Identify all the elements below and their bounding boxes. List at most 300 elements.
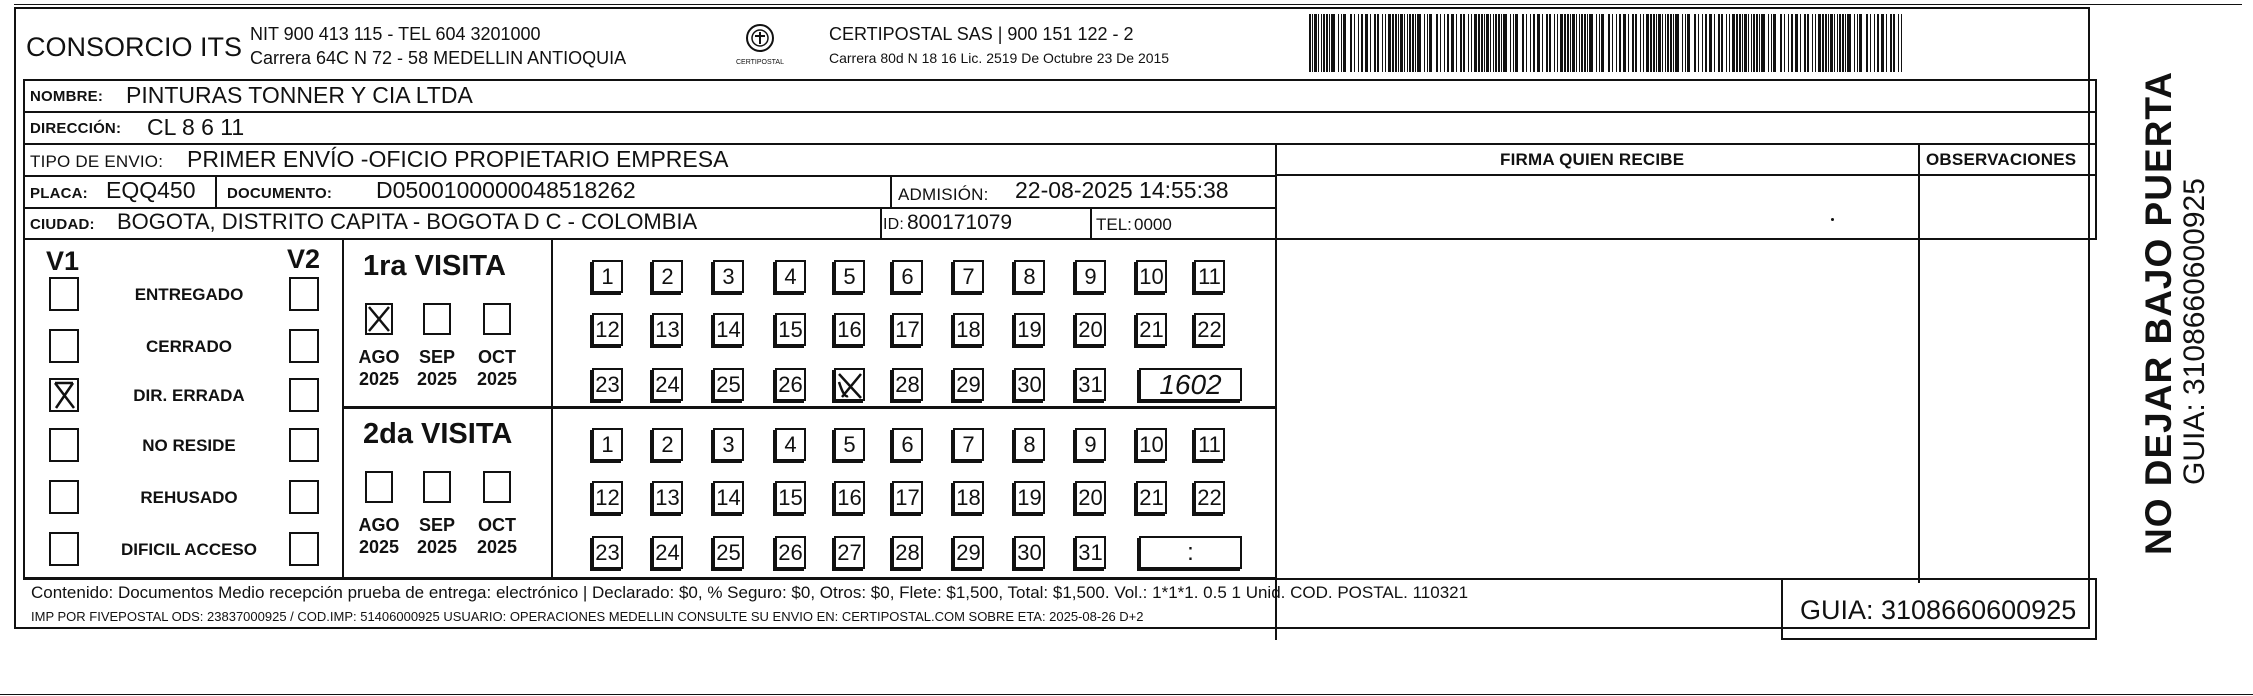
day-number: 10 [1139, 264, 1164, 289]
month-name: SEP [418, 515, 456, 535]
no-dejar-bajo-puerta: NO DEJAR BAJO PUERTA [2138, 71, 2179, 555]
day-number: 29 [956, 372, 981, 397]
footer-line2: IMP POR FIVEPOSTAL ODS: 23837000925 / COD.IMP: 51406000925 USUARIO: OPERACIONES MEDELLIN CONSULTE SU ENVIO EN: CERTIPOSTAL.COM SOBRE ETA: 2025-08-26 D+2 [31, 609, 1144, 624]
barcode-bar [1493, 14, 1494, 72]
barcode-bar [1788, 14, 1789, 72]
x-mark-icon [367, 305, 391, 333]
day-number: 26 [778, 372, 803, 397]
day-number: 22 [1197, 485, 1222, 510]
barcode-bar [1667, 14, 1669, 72]
barcode-bar [1612, 14, 1613, 72]
barcode-bar [1784, 14, 1785, 72]
month-checkbox[interactable] [365, 471, 393, 503]
day-box[interactable] [1014, 428, 1045, 461]
day-box[interactable] [652, 313, 683, 346]
barcode-bar [1881, 14, 1884, 72]
month-checkbox[interactable] [365, 303, 393, 335]
day-box[interactable] [1194, 260, 1225, 293]
logo-icon [728, 22, 792, 68]
barcode-bar [1572, 14, 1575, 72]
barcode-bar [1584, 14, 1586, 72]
day-box[interactable] [1014, 536, 1045, 569]
time-box[interactable]: 1602 [1139, 368, 1242, 401]
v2-checkbox[interactable] [289, 277, 319, 311]
day-box[interactable] [652, 481, 683, 514]
barcode-bar [1374, 14, 1376, 72]
day-box[interactable] [1136, 428, 1167, 461]
barcode-bar [1768, 14, 1769, 72]
barcode-bar [1526, 14, 1527, 72]
barcode-bar [1395, 14, 1397, 72]
company-address: Carrera 64C N 72 - 58 MEDELLIN ANTIOQUIA [250, 48, 627, 68]
barcode-bar [1619, 14, 1621, 72]
barcode-bar [1522, 14, 1524, 72]
barcode-bar [1886, 14, 1887, 72]
v1-checkbox[interactable] [49, 329, 79, 363]
barcode-bar [1673, 14, 1674, 72]
day-number: 13 [655, 485, 680, 510]
barcode-bar [1791, 14, 1793, 72]
day-number: 15 [778, 485, 803, 510]
month-year: 2025 [358, 369, 400, 389]
barcode-bar [1560, 14, 1563, 72]
day-number: 11 [1198, 432, 1221, 457]
day-number: 6 [901, 432, 914, 457]
barcode-bar [1628, 14, 1629, 72]
day-box[interactable] [1075, 481, 1106, 514]
ciudad-value: BOGOTA, DISTRITO CAPITA - BOGOTA D C - COLOMBIA [117, 209, 698, 234]
barcode-bar [1407, 14, 1408, 72]
barcode-bar [1326, 14, 1328, 72]
barcode-bar [1729, 14, 1730, 72]
barcode-bar [1424, 14, 1425, 72]
barcode-bar [1837, 14, 1838, 72]
day-box[interactable] [1075, 428, 1106, 461]
day-number: 16 [837, 485, 862, 510]
day-box[interactable] [1014, 313, 1045, 346]
barcode-bar [1392, 14, 1394, 72]
barcode-bar [1554, 14, 1555, 72]
barcode-bar [1503, 14, 1507, 72]
bottom-dashed-line [0, 694, 2253, 695]
day-box[interactable] [775, 481, 806, 514]
barcode-bar [1309, 14, 1311, 72]
day-number: 17 [895, 317, 920, 342]
footer-line1: Contenido: Documentos Medio recepción prueba de entrega: electrónico | Declarado: $0, % Seguro: $0, Otros: $0, Flete: $1,500, Total: $1,500. Vol.: 1*1*1. 0.5 1 Unid. COD. POSTAL. 110321 [31, 583, 1469, 602]
nombre-value: PINTURAS TONNER Y CIA LTDA [126, 82, 473, 108]
barcode-bar [1385, 14, 1386, 72]
day-box[interactable] [1194, 428, 1225, 461]
barcode-bar [1471, 14, 1472, 72]
barcode-bar [1490, 14, 1491, 72]
day-number: 16 [837, 317, 862, 342]
day-number: 20 [1078, 317, 1103, 342]
day-box[interactable] [592, 481, 623, 514]
day-box[interactable] [892, 481, 923, 514]
barcode-bar [1753, 14, 1755, 72]
day-box[interactable] [713, 313, 744, 346]
day-number: 12 [595, 317, 620, 342]
day-box[interactable] [652, 536, 683, 569]
day-number: 28 [895, 372, 920, 397]
day-number: 2 [661, 432, 674, 457]
barcode-bar [1564, 14, 1566, 72]
day-box[interactable] [1136, 260, 1167, 293]
day-number: 8 [1023, 432, 1036, 457]
day-number: 3 [722, 264, 735, 289]
tipo-envio-value: PRIMER ENVÍO -OFICIO PROPIETARIO EMPRESA [187, 146, 729, 172]
day-box[interactable] [592, 428, 623, 461]
day-box[interactable] [953, 428, 984, 461]
day-number: 31 [1078, 372, 1103, 397]
barcode-bar [1818, 14, 1821, 72]
day-box[interactable] [953, 481, 984, 514]
day-box[interactable] [775, 428, 806, 461]
day-number: 20 [1078, 485, 1103, 510]
company-nit: NIT 900 413 115 - TEL 604 3201000 [250, 24, 541, 44]
barcode-bar [1632, 14, 1634, 72]
day-box[interactable] [892, 260, 923, 293]
day-number: 30 [1017, 540, 1042, 565]
barcode-bar [1404, 14, 1405, 72]
barcode-bar [1839, 14, 1841, 72]
observaciones-area[interactable] [1921, 176, 2091, 578]
barcode-bar [1842, 14, 1844, 72]
day-number: 5 [843, 264, 856, 289]
col-divider [1090, 207, 1092, 240]
barcode-bar [1756, 14, 1758, 72]
day-number: 14 [716, 485, 741, 510]
day-number: 22 [1197, 317, 1222, 342]
barcode-bar [1635, 14, 1637, 72]
barcode-bar [1537, 14, 1540, 72]
col-divider [342, 240, 344, 578]
barcode-bar [1780, 14, 1782, 72]
barcode-bar [1834, 14, 1835, 72]
barcode-bar [1579, 14, 1580, 72]
barcode-bar [1358, 14, 1359, 72]
day-box[interactable] [892, 368, 923, 401]
day-box[interactable] [953, 260, 984, 293]
day-number: 19 [1017, 485, 1042, 510]
col-divider [551, 240, 553, 578]
barcode-bar [1759, 14, 1760, 72]
barcode-bar [1331, 14, 1335, 72]
barcode-bar [1444, 14, 1445, 72]
barcode-bar [1498, 14, 1500, 72]
placa-label: PLACA: [30, 185, 88, 202]
day-box[interactable] [892, 536, 923, 569]
row-divider [23, 111, 2097, 113]
barcode-bar [1460, 14, 1462, 72]
barcode-bar [1847, 14, 1851, 72]
barcode-bar [1898, 14, 1899, 72]
day-number: 6 [901, 264, 914, 289]
day-box[interactable] [1136, 481, 1167, 514]
barcode-bar [1417, 14, 1421, 72]
barcode-bar [1890, 14, 1892, 72]
day-box[interactable] [592, 313, 623, 346]
barcode-bar [1795, 14, 1798, 72]
barcode-bar [1656, 14, 1657, 72]
day-box[interactable] [1075, 368, 1106, 401]
barcode-bar [1822, 14, 1824, 72]
day-box[interactable] [592, 536, 623, 569]
barcode-bar [1440, 14, 1441, 72]
barcode-bar [1312, 14, 1313, 72]
day-box[interactable] [834, 368, 865, 401]
barcode-bar [1484, 14, 1485, 72]
day-number: 11 [1198, 264, 1221, 289]
visit-divider [342, 406, 1276, 409]
day-box[interactable] [953, 313, 984, 346]
month-label [472, 514, 522, 558]
day-box[interactable] [834, 260, 865, 293]
barcode-bar [1530, 14, 1531, 72]
barcode-bar [1685, 14, 1686, 72]
day-number: 24 [655, 372, 680, 397]
company-name: CONSORCIO ITS [26, 32, 243, 62]
v1-checkbox[interactable] [49, 378, 79, 412]
barcode-bar [1623, 14, 1626, 72]
barcode-bar [1751, 14, 1752, 72]
barcode-bar [1675, 14, 1679, 72]
barcode-bar [1451, 14, 1454, 72]
day-box[interactable] [713, 481, 744, 514]
direccion-value: CL 8 6 11 [147, 114, 245, 140]
v2-checkbox[interactable] [289, 532, 319, 566]
month-checkbox[interactable] [423, 303, 451, 335]
status-label: CERRADO [146, 337, 232, 356]
day-box[interactable] [652, 368, 683, 401]
month-checkbox[interactable] [483, 303, 511, 335]
barcode-bar [1736, 14, 1738, 72]
status-label: ENTREGADO [134, 285, 244, 304]
barcode-bar [1427, 14, 1428, 72]
day-number: 24 [655, 540, 680, 565]
barcode-bar [1361, 14, 1363, 72]
day-box[interactable] [713, 368, 744, 401]
barcode-bar [1382, 14, 1383, 72]
day-box[interactable] [652, 428, 683, 461]
admision-label: ADMISIÓN: [898, 185, 989, 204]
month-year: 2025 [416, 369, 458, 389]
barcode-bar [1854, 14, 1855, 72]
day-number: 28 [895, 540, 920, 565]
tel-value: 0000 [1134, 215, 1172, 234]
month-name: OCT [478, 347, 516, 367]
v2-checkbox[interactable] [289, 378, 319, 412]
day-box[interactable] [775, 260, 806, 293]
visit-title: 2da VISITA [363, 418, 513, 450]
barcode-bar [1828, 14, 1829, 72]
day-box[interactable] [1136, 313, 1167, 346]
barcode-bar [1599, 14, 1600, 72]
day-box[interactable] [1194, 481, 1225, 514]
day-number: 25 [716, 372, 741, 397]
month-year: 2025 [358, 537, 400, 557]
time-box[interactable]: : [1139, 536, 1242, 569]
month-label [354, 346, 404, 390]
barcode-bar [1388, 14, 1391, 72]
status-label: DIR. ERRADA [133, 386, 245, 405]
barcode-bar [1567, 14, 1569, 72]
carrier-line1: CERTIPOSTAL SAS | 900 151 122 - 2 [829, 24, 1134, 44]
barcode-bar [1857, 14, 1858, 72]
v2-checkbox[interactable] [289, 428, 319, 462]
day-box[interactable] [1014, 260, 1045, 293]
side-guia: GUIA: 3108660600925 [2178, 178, 2211, 485]
day-number: 7 [962, 432, 975, 457]
visit-title: 1ra VISITA [363, 250, 506, 282]
day-box[interactable] [1014, 368, 1045, 401]
day-number: 5 [843, 432, 856, 457]
status-label: REHUSADO [140, 488, 238, 507]
barcode-bar [1643, 14, 1644, 72]
barcode [1309, 14, 1903, 72]
day-box[interactable] [834, 536, 865, 569]
day-box[interactable] [1194, 313, 1225, 346]
day-number: 21 [1139, 317, 1164, 342]
barcode-bar [1694, 14, 1696, 72]
day-box[interactable] [892, 428, 923, 461]
barcode-bar [1570, 14, 1571, 72]
barcode-bar [1501, 14, 1502, 72]
v1-checkbox[interactable] [49, 532, 79, 566]
barcode-bar [1318, 14, 1319, 72]
barcode-bar [1761, 14, 1765, 72]
observaciones-label: OBSERVACIONES [1926, 150, 2077, 169]
barcode-bar [1549, 14, 1551, 72]
barcode-bar [1468, 14, 1469, 72]
barcode-bar [1665, 14, 1666, 72]
barcode-bar [1481, 14, 1483, 72]
month-checkbox[interactable] [483, 471, 511, 503]
barcode-bar [1546, 14, 1548, 72]
barcode-bar [1314, 14, 1317, 72]
month-name: AGO [358, 515, 400, 535]
day-number: 27 [837, 540, 862, 565]
v1-checkbox[interactable] [49, 277, 79, 311]
status-label: NO RESIDE [142, 436, 236, 455]
col-divider [1918, 143, 1920, 583]
logo-caption: CERTIPOSTAL [736, 59, 784, 66]
day-box[interactable] [892, 313, 923, 346]
month-year: 2025 [476, 369, 518, 389]
barcode-bar [1640, 14, 1641, 72]
v1-checkbox[interactable] [49, 480, 79, 514]
day-box[interactable] [592, 260, 623, 293]
day-box[interactable] [652, 260, 683, 293]
day-box[interactable] [953, 536, 984, 569]
day-box[interactable] [592, 368, 623, 401]
day-number: 3 [722, 432, 735, 457]
v2-checkbox[interactable] [289, 480, 319, 514]
direccion-label: DIRECCIÓN: [30, 120, 122, 137]
guia-number: GUIA: 3108660600925 [1800, 595, 2077, 625]
barcode-bar [1870, 14, 1871, 72]
day-number: 18 [956, 485, 981, 510]
day-number: 15 [778, 317, 803, 342]
barcode-bar [1845, 14, 1846, 72]
day-box[interactable] [775, 313, 806, 346]
day-number: 18 [956, 317, 981, 342]
day-box[interactable] [834, 481, 865, 514]
signature-area[interactable] [1278, 176, 1916, 578]
day-number: 9 [1084, 432, 1097, 457]
barcode-bar [1705, 14, 1707, 72]
day-number: 7 [962, 264, 975, 289]
day-box[interactable] [834, 313, 865, 346]
day-box[interactable] [1075, 260, 1106, 293]
day-number: 10 [1139, 432, 1164, 457]
v1-checkbox[interactable] [49, 428, 79, 462]
barcode-bar [1398, 14, 1399, 72]
admision-value: 22-08-2025 14:55:38 [1015, 177, 1229, 203]
day-number: 21 [1139, 485, 1164, 510]
barcode-bar [1412, 14, 1414, 72]
carrier-line2: Carrera 80d N 18 16 Lic. 2519 De Octubre 23 De 2015 [829, 50, 1170, 66]
v2-label: V2 [287, 244, 321, 274]
col-divider [880, 207, 882, 240]
col-divider [215, 175, 217, 207]
barcode-bar [1739, 14, 1741, 72]
month-year: 2025 [476, 537, 518, 557]
barcode-bar [1589, 14, 1593, 72]
barcode-bar [1771, 14, 1772, 72]
barcode-bar [1744, 14, 1747, 72]
barcode-bar [1463, 14, 1465, 72]
id-label: ID: [883, 216, 905, 233]
barcode-bar [1825, 14, 1827, 72]
day-box[interactable] [713, 260, 744, 293]
v2-checkbox[interactable] [289, 329, 319, 363]
barcode-bar [1866, 14, 1868, 72]
day-box[interactable] [1075, 536, 1106, 569]
month-checkbox[interactable] [423, 471, 451, 503]
barcode-bar [1726, 14, 1727, 72]
day-box[interactable] [953, 368, 984, 401]
v1-label: V1 [46, 246, 80, 276]
barcode-bar [1542, 14, 1543, 72]
barcode-bar [1323, 14, 1325, 72]
barcode-bar [1533, 14, 1535, 72]
barcode-bar [1321, 14, 1322, 72]
day-number: 30 [1017, 372, 1042, 397]
barcode-bar [1718, 14, 1720, 72]
barcode-bar [1800, 14, 1801, 72]
month-label [354, 514, 404, 558]
day-box[interactable] [713, 536, 744, 569]
barcode-bar [1608, 14, 1610, 72]
placa-value: EQQ450 [106, 177, 196, 203]
day-number: 29 [956, 540, 981, 565]
day-box[interactable] [834, 428, 865, 461]
barcode-bar [1587, 14, 1588, 72]
day-box[interactable] [775, 368, 806, 401]
day-box[interactable] [1075, 313, 1106, 346]
barcode-bar [1662, 14, 1663, 72]
day-box[interactable] [775, 536, 806, 569]
x-mark-icon [51, 380, 77, 410]
barcode-bar [1343, 14, 1346, 72]
barcode-bar [1702, 14, 1703, 72]
firma-label: FIRMA QUIEN RECIBE [1500, 150, 1685, 169]
month-label [412, 346, 462, 390]
day-box[interactable] [713, 428, 744, 461]
barcode-bar [1646, 14, 1649, 72]
day-box[interactable] [1014, 481, 1045, 514]
